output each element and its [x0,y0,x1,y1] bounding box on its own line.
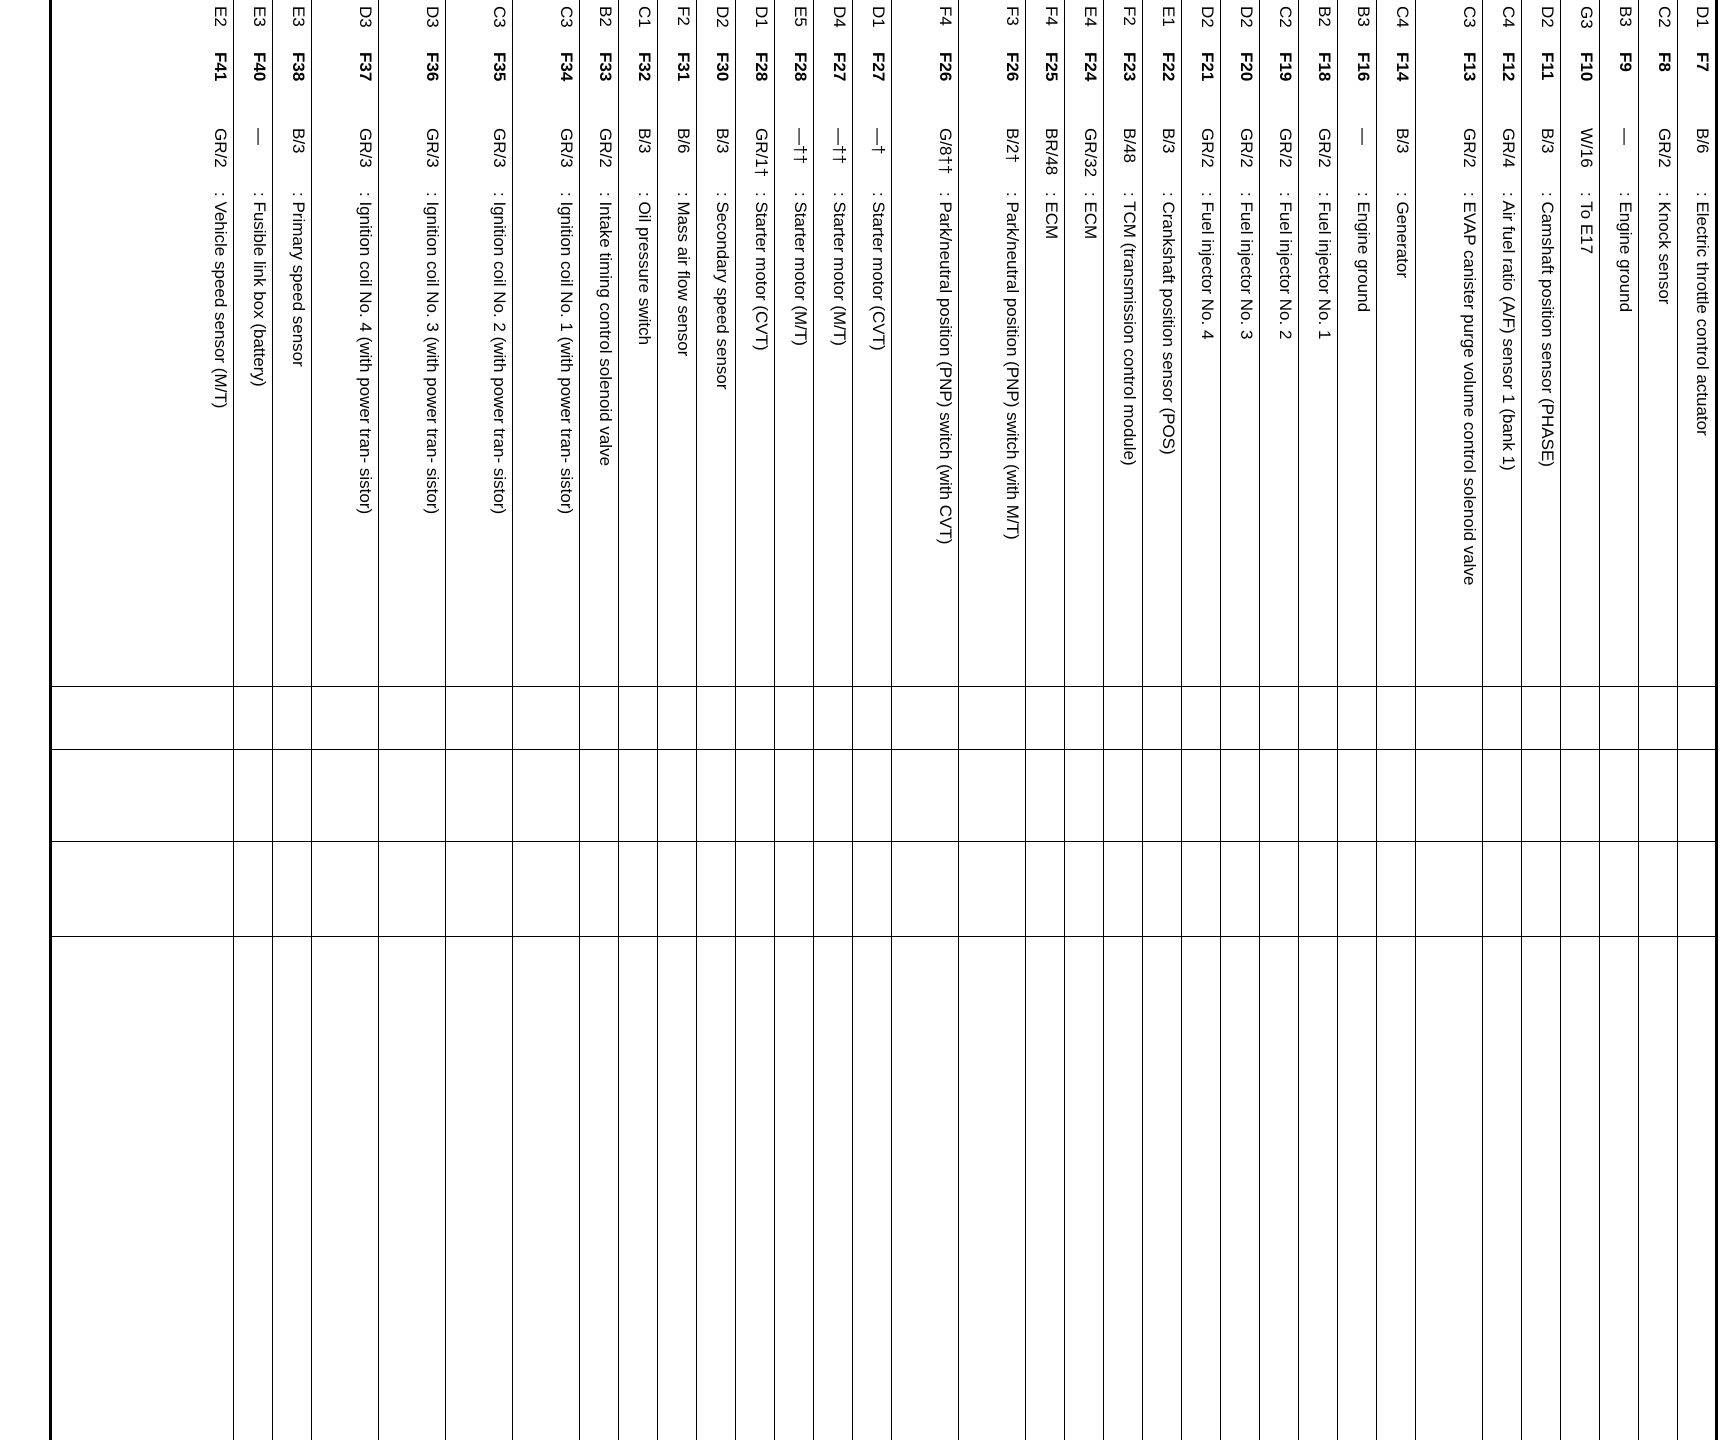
connector-cell: F8 [1655,52,1674,72]
grid-cell: E1 [1159,6,1178,27]
description-cell: : To E17 [1577,192,1596,255]
table-row [1260,0,1299,1440]
connector-cell: F25 [1042,52,1061,82]
connector-cell: F36 [423,52,442,82]
grid-cell: D3 [423,6,442,28]
wire-cell: W/16 [1577,128,1596,168]
table-row [1600,0,1639,1440]
connector-cell: F11 [1538,52,1557,81]
table-row [1483,0,1522,1440]
connector-cell: F18 [1315,52,1334,82]
column-divider [52,749,1716,750]
connector-cell: F41 [211,52,230,82]
description-cell: : Camshaft position sensor (PHASE) [1538,192,1557,467]
description-cell: : Oil pressure switch [635,192,654,346]
table-row [312,0,379,1440]
wire-cell: GR/2 [1655,128,1674,168]
table-row [195,0,234,1440]
grid-cell: F4 [1042,6,1061,26]
table-row [1338,0,1377,1440]
table-row [1065,0,1104,1440]
connector-cell: F38 [289,52,308,82]
description-cell: : Knock sensor [1655,192,1674,305]
wire-cell: GR/3 [356,128,375,168]
table-row [1678,0,1716,1440]
description-cell: : Fuel injector No. 2 [1276,192,1295,340]
grid-cell: F2 [1120,6,1139,26]
grid-cell: D2 [1538,6,1557,28]
table-row [619,0,658,1440]
table-row [853,0,892,1440]
table-row [273,0,312,1440]
connector-cell: F40 [250,52,269,82]
wire-cell: — [1616,128,1635,145]
wire-cell: B/6 [1693,128,1712,154]
connector-cell: F28 [791,52,810,82]
wire-cell: G/8†† [936,128,955,175]
wire-cell: GR/3 [423,128,442,168]
table-row [1299,0,1338,1440]
wire-cell: GR/2 [1237,128,1256,168]
grid-cell: E5 [791,6,810,27]
table-row [1221,0,1260,1440]
description-cell: : TCM (transmission control module) [1120,192,1139,466]
connector-cell: F26 [1003,52,1022,82]
grid-cell: D3 [356,6,375,28]
table-row [446,0,513,1440]
table-row [892,0,959,1440]
connector-cell: F13 [1460,52,1479,82]
connector-cell: F21 [1198,52,1217,82]
wire-cell: — [250,128,269,145]
connector-cell: F24 [1081,52,1100,82]
connector-cell: F10 [1577,52,1596,82]
column-divider [52,686,1716,687]
connector-cell: F33 [596,52,615,82]
wire-cell: B/48 [1120,128,1139,163]
wire-cell: GR/4 [1499,128,1518,168]
description-cell: : Fuel injector No. 3 [1237,192,1256,340]
wire-cell: B/3 [713,128,732,154]
wire-cell: B/2† [1003,128,1022,163]
wire-cell: —†† [830,128,849,164]
table-row [1561,0,1600,1440]
table-row [697,0,736,1440]
description-cell: : Starter motor (M/T) [791,192,810,346]
description-cell: : Electric throttle control actuator [1693,192,1712,436]
description-cell: : Vehicle speed sensor (M/T) [211,192,230,409]
grid-cell: F3 [1003,6,1022,26]
table-row [814,0,853,1440]
grid-cell: F2 [674,6,693,26]
table-row [959,0,1026,1440]
grid-cell: D1 [869,6,888,28]
grid-cell: C3 [557,6,576,28]
description-cell: : Generator [1393,192,1412,278]
description-cell: : Crankshaft position sensor (POS) [1159,192,1178,455]
table-row [1143,0,1182,1440]
wire-cell: GR/2 [1315,128,1334,168]
description-cell: : ECM [1081,192,1100,240]
grid-cell: E3 [250,6,269,27]
wire-cell: B/3 [1393,128,1412,154]
connector-cell: F27 [830,52,849,82]
description-cell: : Ignition coil No. 1 (with power tran- sistor) [557,192,576,515]
description-cell: : Mass air flow sensor [674,192,693,357]
grid-cell: G3 [1577,6,1596,29]
grid-cell: D2 [1237,6,1256,28]
connector-cell: F7 [1693,52,1712,72]
grid-cell: C4 [1499,6,1518,28]
column-divider [52,841,1716,842]
wire-cell: GR/2 [1198,128,1217,168]
table-row [1639,0,1678,1440]
grid-cell: D2 [1198,6,1217,28]
grid-cell: C2 [1655,6,1674,28]
table-row [379,0,446,1440]
description-cell: : Engine ground [1616,192,1635,313]
description-cell: : Secondary speed sensor [713,192,732,390]
description-cell: : Starter motor (CVT) [752,192,771,351]
wire-cell: B/6 [674,128,693,154]
wire-cell: GR/3 [557,128,576,168]
description-cell: : Engine ground [1354,192,1373,313]
table-row [1026,0,1065,1440]
table-row [1416,0,1483,1440]
wire-cell: GR/32 [1081,128,1100,178]
wire-cell: B/3 [289,128,308,154]
description-cell: : EVAP canister purge volume control solenoid valve [1460,192,1479,586]
connector-cell: F27 [869,52,888,82]
connector-cell: F20 [1237,52,1256,82]
wire-cell: — [1354,128,1373,145]
column-divider [52,936,1716,937]
table-row [580,0,619,1440]
grid-cell: D1 [1693,6,1712,28]
connector-cell: F30 [713,52,732,82]
connector-cell: F19 [1276,52,1295,82]
wire-cell: —†† [791,128,810,164]
table-row [1182,0,1221,1440]
connector-cell: F16 [1354,52,1373,82]
wire-cell: GR/3 [490,128,509,168]
wire-cell: GR/2 [211,128,230,168]
connector-cell: F9 [1616,52,1635,72]
description-cell: : ECM [1042,192,1061,240]
wire-cell: GR/1† [752,128,771,178]
connector-cell: F28 [752,52,771,82]
grid-cell: F4 [936,6,955,26]
grid-cell: B2 [596,6,615,27]
connector-cell: F35 [490,52,509,82]
description-cell: : Fusible link box (battery) [250,192,269,387]
table-row [1104,0,1143,1440]
connector-cell: F12 [1499,52,1518,82]
connector-cell: F22 [1159,52,1178,82]
wire-cell: —† [869,128,888,155]
grid-cell: D1 [752,6,771,28]
grid-cell: C1 [635,6,654,28]
description-cell: : Park/neutral position (PNP) switch (with CVT) [936,192,955,545]
table-right-border [49,0,52,1440]
description-cell: : Ignition coil No. 4 (with power tran- sistor) [356,192,375,515]
wire-cell: GR/2 [1276,128,1295,168]
grid-cell: B3 [1354,6,1373,27]
grid-cell: E4 [1081,6,1100,27]
grid-cell: B2 [1315,6,1334,27]
description-cell: : Air fuel ratio (A/F) sensor 1 (bank 1) [1499,192,1518,471]
wire-cell: B/3 [1538,128,1557,154]
description-cell: : Ignition coil No. 2 (with power tran- sistor) [490,192,509,515]
table-row [736,0,775,1440]
description-cell: : Park/neutral position (PNP) switch (with M/T) [1003,192,1022,540]
description-cell: : Starter motor (M/T) [830,192,849,346]
grid-cell: C3 [490,6,509,28]
grid-cell: D4 [830,6,849,28]
description-cell: : Ignition coil No. 3 (with power tran- sistor) [423,192,442,515]
connector-cell: F34 [557,52,576,82]
description-cell: : Fuel injector No. 1 [1315,192,1334,340]
connector-cell: F37 [356,52,375,82]
wire-cell: B/3 [1159,128,1178,154]
grid-cell: C4 [1393,6,1412,28]
wire-cell: BR/48 [1042,128,1061,176]
grid-cell: C3 [1460,6,1479,28]
grid-cell: D2 [713,6,732,28]
description-cell: : Primary speed sensor [289,192,308,367]
wire-cell: B/3 [635,128,654,154]
grid-cell: E2 [211,6,230,27]
table-row [234,0,273,1440]
table-row [658,0,697,1440]
connector-cell: F23 [1120,52,1139,82]
grid-cell: E3 [289,6,308,27]
connector-cell: F31 [674,52,693,82]
wire-cell: GR/2 [596,128,615,168]
description-cell: : Intake timing control solenoid valve [596,192,615,467]
description-cell: : Fuel injector No. 4 [1198,192,1217,340]
table-row [1377,0,1416,1440]
table-row [513,0,580,1440]
connector-cell: F14 [1393,52,1412,82]
description-cell: : Starter motor (CVT) [869,192,888,351]
wire-cell: GR/2 [1460,128,1479,168]
grid-cell: C2 [1276,6,1295,28]
table-row [775,0,814,1440]
table-row [1522,0,1561,1440]
grid-cell: B3 [1616,6,1635,27]
connector-cell: F26 [936,52,955,82]
connector-cell: F32 [635,52,654,82]
